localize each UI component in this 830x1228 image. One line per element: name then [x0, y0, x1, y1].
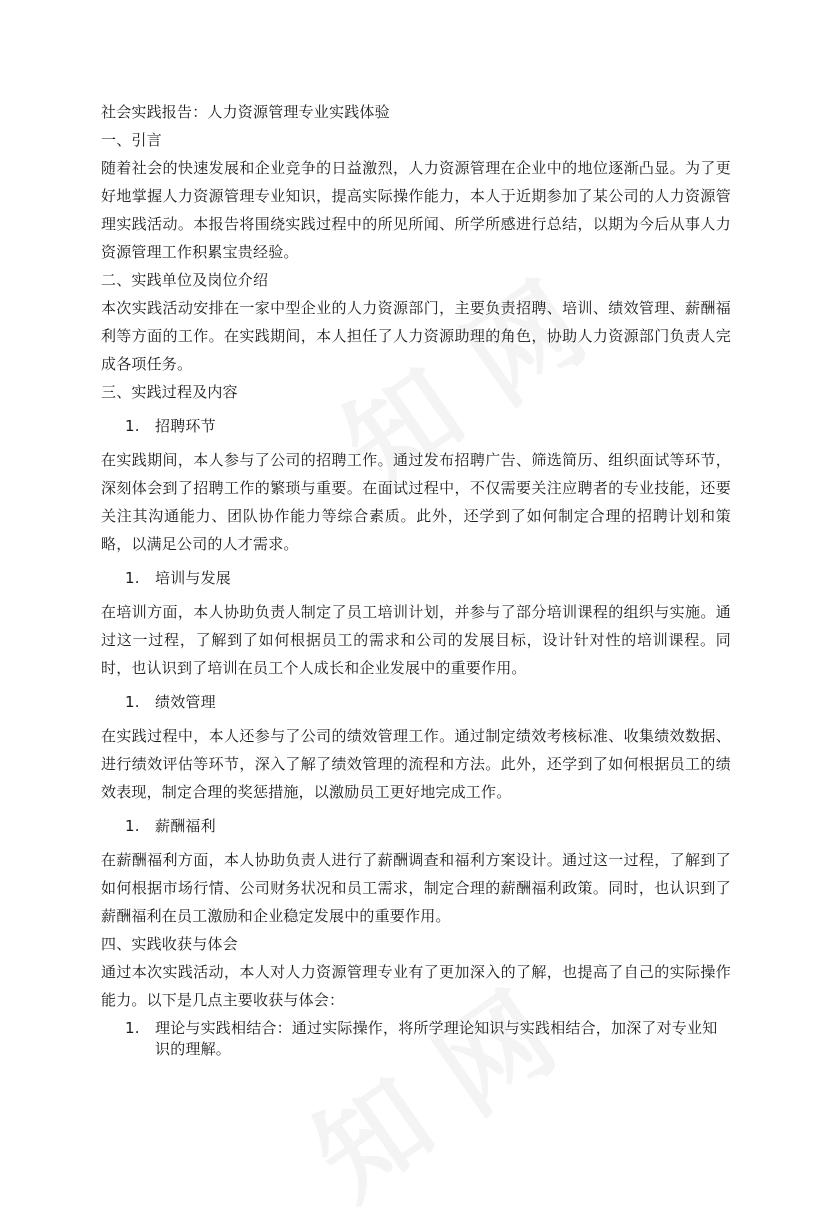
document-title: 社会实践报告：人力资源管理专业实践体验 — [101, 103, 390, 121]
subsection-title: 绩效管理 — [155, 693, 216, 711]
section-heading: 一、引言 — [101, 131, 162, 149]
section-heading: 二、实践单位及岗位介绍 — [101, 271, 269, 289]
paragraph: 在培训方面，本人协助负责人制定了员工培训计划，并参与了部分培训课程的组织与实施。通过这一过程，了解到了如何根据员工的需求和公司的发展目标，设计针对性的培训课程。同时，也认识到了培训在员工个人成长和企业发展中的重要作用。 — [101, 603, 731, 677]
paragraph: 在实践过程中，本人还参与了公司的绩效管理工作。通过制定绩效考核标准、收集绩效数据、进行绩效评估等环节，深入了解了绩效管理的流程和方法。此外，还学到了如何根据员工的绩效表现，制定合理的奖惩措施，以激励员工更好地完成工作。 — [101, 727, 731, 801]
subsection-heading — [125, 688, 731, 716]
subsection-title: 招聘环节 — [155, 417, 216, 435]
subsection-title: 培训与发展 — [155, 569, 232, 587]
subsection-title: 薪酬福利 — [155, 817, 216, 835]
document-body — [101, 98, 731, 1060]
subsection-number: 1. — [125, 569, 140, 587]
subsection-heading — [125, 564, 731, 592]
list-text: 理论与实践相结合：通过实际操作，将所学理论知识与实践相结合，加深了对专业知识的理解。 — [155, 1019, 718, 1058]
list-number: 1. — [125, 1019, 140, 1037]
paragraph: 随着社会的快速发展和企业竞争的日益激烈，人力资源管理在企业中的地位逐渐凸显。为了更好地掌握人力资源管理专业知识，提高实际操作能力，本人于近期参加了某公司的人力资源管理实践活动。本报告将围绕实践过程中的所见所闻、所学所感进行总结，以期为今后从事人力资源管理工作积累宝贵经验。 — [101, 159, 731, 261]
subsection-number: 1. — [125, 817, 140, 835]
section-heading: 四、实践收获与体会 — [101, 935, 238, 953]
section-heading: 三、实践过程及内容 — [101, 383, 238, 401]
subsection-heading — [125, 412, 731, 440]
list-item — [125, 1018, 731, 1060]
subsection-number: 1. — [125, 417, 140, 435]
paragraph: 本次实践活动安排在一家中型企业的人力资源部门，主要负责招聘、培训、绩效管理、薪酬福利等方面的工作。在实践期间，本人担任了人力资源助理的角色，协助人力资源部门负责人完成各项任务。 — [101, 299, 731, 373]
paragraph: 在实践期间，本人参与了公司的招聘工作。通过发布招聘广告、筛选简历、组织面试等环节，深刻体会到了招聘工作的繁琐与重要。在面试过程中，不仅需要关注应聘者的专业技能，还要关注其沟通能力、团队协作能力等综合素质。此外，还学到了如何制定合理的招聘计划和策略，以满足公司的人才需求。 — [101, 451, 731, 553]
paragraph: 通过本次实践活动，本人对人力资源管理专业有了更加深入的了解，也提高了自己的实际操作能力。以下是几点主要收获与体会： — [101, 963, 731, 1009]
paragraph: 在薪酬福利方面，本人协助负责人进行了薪酬调查和福利方案设计。通过这一过程，了解到了如何根据市场行情、公司财务状况和员工需求，制定合理的薪酬福利政策。同时，也认识到了薪酬福利在员工激励和企业稳定发展中的重要作用。 — [101, 851, 731, 925]
subsection-heading — [125, 812, 731, 840]
subsection-number: 1. — [125, 693, 140, 711]
